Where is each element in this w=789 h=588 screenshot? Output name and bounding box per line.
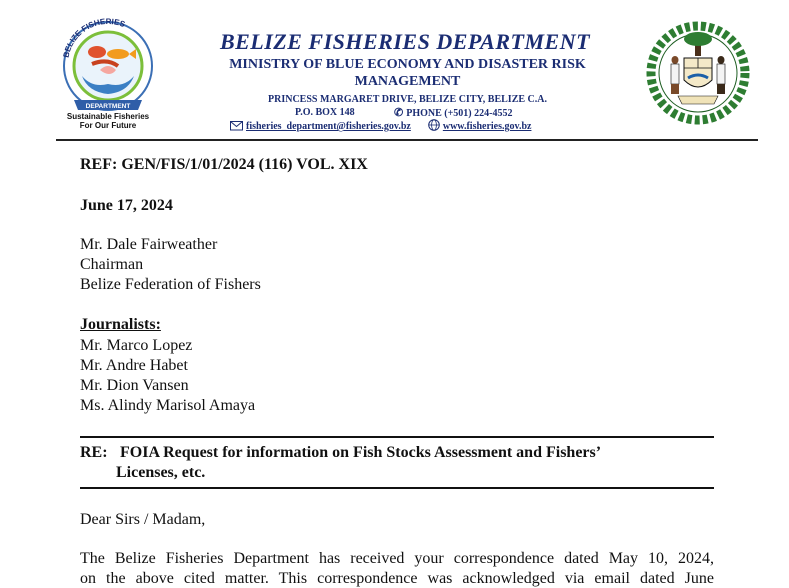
logo-ribbon-text: DEPARTMENT: [85, 103, 131, 110]
website-link[interactable]: www.fisheries.gov.bz: [442, 121, 532, 132]
subject-prefix: RE:: [80, 444, 108, 461]
body-paragraph-line2: on the above cited matter. This correspondence was acknowledged via email dated June: [80, 570, 714, 587]
logo-caption-line2: For Our Future: [79, 121, 137, 130]
logo-caption-line1: Sustainable Fisheries: [66, 112, 150, 121]
subject-line2: Licenses, etc.: [116, 464, 206, 481]
journalist-item: Mr. Andre Habet: [80, 357, 188, 374]
journalist-item: Mr. Dion Vansen: [80, 377, 189, 394]
department-title: BELIZE FISHERIES DEPARTMENT: [219, 29, 591, 54]
department-address: PRINCESS MARGARET DRIVE, BELIZE CITY, BELIZE C.A.: [268, 94, 547, 105]
journalist-item: Ms. Alindy Marisol Amaya: [80, 397, 256, 414]
recipient-organization: Belize Federation of Fishers: [80, 276, 261, 293]
contact-line: [230, 119, 531, 134]
phone-icon: ✆: [394, 107, 404, 119]
subject-rule-top: [80, 436, 714, 438]
coat-of-arms-icon: [644, 18, 752, 128]
globe-icon: [428, 119, 440, 134]
logo-arc-text: BELIZE FISHERIES: [61, 16, 127, 59]
po-box: P.O. BOX 148: [295, 107, 355, 118]
salutation: Dear Sirs / Madam,: [80, 511, 206, 528]
journalist-item: Mr. Marco Lopez: [80, 337, 193, 354]
belize-coat-of-arms: [644, 18, 752, 128]
ministry-name-line2: MANAGEMENT: [354, 74, 461, 89]
phone-number: [394, 106, 512, 119]
header-divider: [56, 139, 758, 141]
fisheries-department-logo: [52, 14, 164, 132]
email-icon: [230, 120, 243, 134]
recipient-title: Chairman: [80, 256, 144, 273]
phone-text: PHONE (+501) 224-4552: [406, 108, 513, 119]
journalists-heading: Journalists:: [80, 316, 161, 333]
recipient-name: Mr. Dale Fairweather: [80, 236, 218, 253]
email-link[interactable]: fisheries_department@fisheries.gov.bz: [246, 121, 411, 132]
subject-line1: FOIA Request for information on Fish Stocks Assessment and Fishers’: [120, 444, 602, 461]
subject-rule-bottom: [80, 487, 714, 489]
reference-number: REF: GEN/FIS/1/01/2024 (116) VOL. XIX: [80, 156, 368, 173]
ministry-name-line1: MINISTRY OF BLUE ECONOMY AND DISASTER RISK: [229, 57, 586, 72]
letter-date: June 17, 2024: [80, 197, 173, 214]
body-paragraph-line1: The Belize Fisheries Department has received your correspondence dated May 10, 2024,: [80, 550, 714, 567]
